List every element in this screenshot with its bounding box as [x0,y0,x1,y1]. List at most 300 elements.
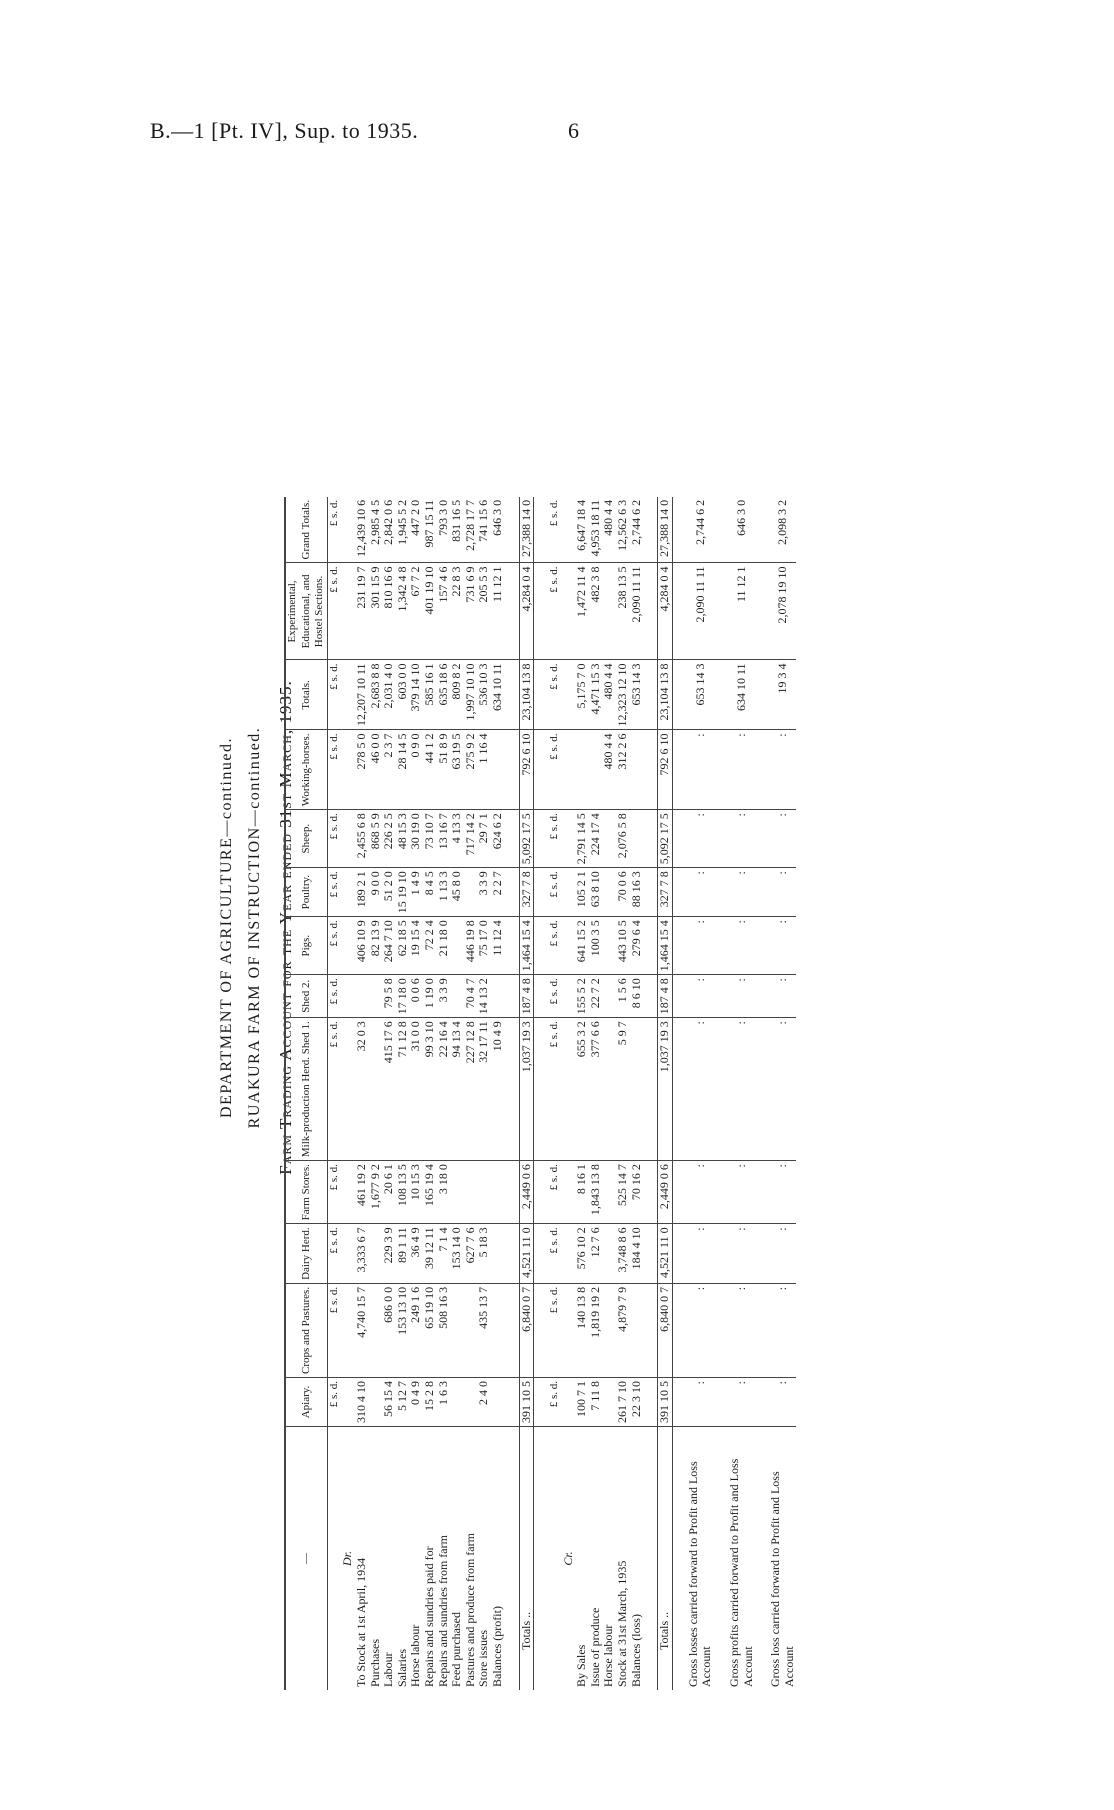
spacer [643,917,658,975]
value-cell: 105 2 1 [575,868,589,917]
value-cell: 536 10 3 [477,660,491,730]
value-cell: 70 16 2 [630,1161,644,1224]
value-cell [602,1283,616,1377]
spacer [755,975,769,1018]
value-cell [602,868,616,917]
value-cell: 2,031 4 0 [382,660,396,730]
summary-experimental: 2,078 19 10 [769,563,796,660]
units-cell: £ s. d. [548,810,562,868]
empty-cell [562,1378,576,1427]
value-cell: 4,740 15 7 [355,1283,369,1377]
row-label: Salaries [396,1427,410,1691]
total-cell: 391 10 5 [519,1378,534,1427]
total-cell: 4,284 0 4 [658,563,673,660]
value-cell: 11 12 1 [491,563,505,660]
value-cell: 2 2 7 [491,868,505,917]
spacer [534,730,549,810]
spacer [534,868,549,917]
row-label: Stock at 31st March, 1935 [616,1427,630,1691]
units-cell: £ s. d. [548,1378,562,1427]
units-cell: £ s. d. [327,1161,341,1224]
summary-totals: 653 14 3 [687,660,714,730]
table-row [450,497,464,1690]
value-cell [369,975,383,1018]
value-cell: 2,985 4 5 [369,497,383,563]
spacer [672,660,687,730]
units-label [327,1427,341,1691]
spacer [643,730,658,810]
value-cell [491,730,505,810]
column-header: Sheep. [285,810,327,868]
value-cell: 2,076 5 8 [616,810,630,868]
summary-experimental: 11 12 1 [728,563,755,660]
table-row [355,497,369,1690]
spacer [672,1283,687,1377]
total-cell: 1,037 19 3 [519,1018,534,1161]
value-cell: 8 4 5 [423,868,437,917]
value-cell: 10 4 9 [491,1018,505,1161]
spacer [643,1161,658,1224]
units-cell: £ s. d. [327,917,341,975]
empty-cell: : [728,730,755,810]
value-cell: 7 1 4 [437,1224,451,1284]
units-cell: £ s. d. [327,1018,341,1161]
value-cell [450,1161,464,1224]
value-cell: 301 15 9 [369,563,383,660]
spacer [643,868,658,917]
value-cell: 15 19 10 [396,868,410,917]
spacer [755,868,769,917]
spacer [643,1224,658,1284]
spacer [643,1018,658,1161]
empty-cell: : [769,810,796,868]
value-cell [630,730,644,810]
spacer [672,868,687,917]
value-cell: 227 12 8 [464,1018,478,1161]
row-label: To Stock at 1st April, 1934 [355,1427,369,1691]
value-cell: 94 13 4 [450,1018,464,1161]
column-header: Grand Totals. [285,497,327,563]
empty-cell: : [687,1161,714,1224]
value-cell [369,1224,383,1284]
total-cell: 27,388 14 0 [658,497,673,563]
value-cell: 446 19 8 [464,917,478,975]
spacer [755,917,769,975]
empty-cell [562,563,576,660]
total-cell: 792 6 10 [658,730,673,810]
value-cell: 13 16 7 [437,810,451,868]
empty-cell: : [687,1224,714,1284]
spacer [714,497,728,563]
value-cell: 30 19 0 [409,810,423,868]
total-cell: 27,388 14 0 [519,497,534,563]
total-cell: 2,449 0 6 [658,1161,673,1224]
table-row [575,497,589,1690]
value-cell [602,1161,616,1224]
value-cell: 2,744 6 2 [630,497,644,563]
value-cell: 29 7 1 [477,810,491,868]
total-cell: 1,464 15 4 [658,917,673,975]
value-cell: 2,090 11 11 [630,563,644,660]
value-cell: 480 4 4 [602,497,616,563]
spacer [755,1427,769,1691]
section-heading: Cr. [562,1427,576,1691]
spacer [534,975,549,1018]
value-cell: 415 17 6 [382,1018,396,1161]
value-cell: 641 15 2 [575,917,589,975]
value-cell: 22 8 3 [450,563,464,660]
spacer [672,1224,687,1284]
total-cell: 391 10 5 [658,1378,673,1427]
value-cell: 12,562 6 3 [616,497,630,563]
value-cell: 32 0 3 [355,1018,369,1161]
value-cell: 406 10 9 [355,917,369,975]
spacer [505,563,520,660]
row-label: Pastures and produce from farm [464,1427,478,1691]
spacer [534,563,549,660]
spacer [534,1018,549,1161]
table-row [423,497,437,1690]
spacer [505,1161,520,1224]
units-cell: £ s. d. [548,563,562,660]
empty-cell: : [769,1161,796,1224]
spacer [505,975,520,1018]
empty-cell: : [687,1378,714,1427]
value-cell [602,810,616,868]
value-cell: 10 15 3 [409,1161,423,1224]
table-row [437,497,451,1690]
row-label: Labour [382,1427,396,1691]
label-column-header: — [285,1427,327,1691]
value-cell: 1 6 3 [437,1378,451,1427]
empty-cell [562,660,576,730]
row-label: Balances (loss) [630,1427,644,1691]
value-cell [589,730,603,810]
section-heading-row [562,497,576,1690]
summary-grand: 646 3 0 [728,497,755,563]
value-cell: 2 4 0 [477,1378,491,1427]
spacer [714,868,728,917]
column-header: Farm Stores. [285,1161,327,1224]
spacer-row [643,497,658,1690]
units-cell: £ s. d. [548,1224,562,1284]
empty-cell [562,730,576,810]
table-row [602,497,616,1690]
value-cell: 12,207 10 11 [355,660,369,730]
value-cell [450,1378,464,1427]
value-cell: 5,175 7 0 [575,660,589,730]
value-cell: 17 18 0 [396,975,410,1018]
empty-cell: : [769,1378,796,1427]
summary-label: Gross losses carried forward to Profit and Loss Account [687,1427,714,1691]
value-cell: 100 3 5 [589,917,603,975]
table-row [369,497,383,1690]
units-cell: £ s. d. [548,1018,562,1161]
value-cell: 2,683 8 8 [369,660,383,730]
value-cell [602,1378,616,1427]
report-reference: B.—1 [Pt. IV], Sup. to 1935. [150,118,419,143]
empty-cell: : [728,1224,755,1284]
total-cell: 23,104 13 8 [658,660,673,730]
spacer [534,497,549,563]
page-header [150,118,980,158]
spacer-row [534,497,549,1690]
units-cell: £ s. d. [327,975,341,1018]
column-header: Crops and Pastures. [285,1283,327,1377]
value-cell: 157 4 6 [437,563,451,660]
units-cell: £ s. d. [327,563,341,660]
empty-cell: : [769,917,796,975]
empty-cell [562,810,576,868]
value-cell [602,563,616,660]
value-cell [491,1378,505,1427]
value-cell: 6,647 18 4 [575,497,589,563]
value-cell: 8 6 10 [630,975,644,1018]
total-cell: 1,464 15 4 [519,917,534,975]
value-cell: 379 14 10 [409,660,423,730]
spacer-row [672,497,687,1690]
column-header: Milk-production Herd. Shed 1. [285,1018,327,1161]
totals-label: Totals .. [658,1427,673,1691]
value-cell: 576 10 2 [575,1224,589,1284]
spacer [672,1378,687,1427]
row-label: Store issues [477,1427,491,1691]
spacer [505,1224,520,1284]
total-cell: 792 6 10 [519,730,534,810]
table-body [327,497,796,1690]
spacer [755,810,769,868]
total-cell: 5,092 17 5 [658,810,673,868]
spacer [714,730,728,810]
value-cell: 79 5 8 [382,975,396,1018]
spacer [505,1018,520,1161]
value-cell: 278 5 0 [355,730,369,810]
value-cell: 189 2 1 [355,868,369,917]
empty-cell [341,868,355,917]
table-header [285,497,327,1690]
total-cell: 4,284 0 4 [519,563,534,660]
value-cell: 28 14 5 [396,730,410,810]
value-cell: 12,439 10 6 [355,497,369,563]
spacer [534,1283,549,1377]
empty-cell [341,563,355,660]
summary-row [769,497,796,1690]
value-cell: 603 0 0 [396,660,410,730]
spacer [672,730,687,810]
empty-cell: : [728,868,755,917]
value-cell: 51 2 0 [382,868,396,917]
spacer [534,1378,549,1427]
value-cell: 45 8 0 [450,868,464,917]
section-heading: Dr. [341,1427,355,1691]
spacer [643,810,658,868]
empty-cell: : [687,975,714,1018]
column-header: Working-horses. [285,730,327,810]
summary-totals: 634 10 11 [728,660,755,730]
empty-cell [341,1378,355,1427]
value-cell: 653 14 3 [630,660,644,730]
value-cell: 3,748 8 6 [616,1224,630,1284]
value-cell: 646 3 0 [491,497,505,563]
value-cell: 4,471 15 3 [589,660,603,730]
value-cell: 401 19 10 [423,563,437,660]
row-label: Repairs and sundries from farm [437,1427,451,1691]
value-cell: 447 2 0 [409,497,423,563]
value-cell: 224 17 4 [589,810,603,868]
value-cell [602,1224,616,1284]
value-cell: 377 6 6 [589,1018,603,1161]
spacer [672,563,687,660]
totals-row [658,497,673,1690]
spacer [534,810,549,868]
farm-title: RUAKURA FARM OF INSTRUCTION—continued. [246,726,263,1129]
titles-block [160,165,296,1690]
column-header: Totals. [285,660,327,730]
value-cell: 1,819 19 2 [589,1283,603,1377]
value-cell [369,1378,383,1427]
value-cell: 165 19 4 [423,1161,437,1224]
empty-cell [562,1224,576,1284]
summary-grand: 2,098 3 2 [769,497,796,563]
row-label: Feed purchased [450,1427,464,1691]
spacer [672,497,687,563]
value-cell: 4,879 7 9 [616,1283,630,1377]
value-cell [630,810,644,868]
spacer [505,1283,520,1377]
summary-experimental: 2,090 11 11 [687,563,714,660]
total-cell: 23,104 13 8 [519,660,534,730]
value-cell: 435 13 7 [477,1283,491,1377]
value-cell: 20 6 1 [382,1161,396,1224]
spacer [505,497,520,563]
empty-cell: : [728,1283,755,1377]
value-cell: 140 13 8 [575,1283,589,1377]
total-cell: 327 7 8 [519,868,534,917]
total-cell: 6,840 0 7 [658,1283,673,1377]
value-cell: 22 16 4 [437,1018,451,1161]
empty-cell [562,1161,576,1224]
value-cell: 987 15 11 [423,497,437,563]
spacer [672,810,687,868]
value-cell: 44 1 2 [423,730,437,810]
value-cell [450,917,464,975]
units-cell: £ s. d. [548,1161,562,1224]
value-cell: 155 5 2 [575,975,589,1018]
empty-cell: : [769,1224,796,1284]
empty-cell: : [728,1018,755,1161]
value-cell: 1 16 4 [477,730,491,810]
total-cell: 187 4 8 [519,975,534,1018]
spacer [534,1427,549,1691]
value-cell: 731 6 9 [464,563,478,660]
value-cell: 100 7 1 [575,1378,589,1427]
spacer [714,1224,728,1284]
value-cell: 312 2 6 [616,730,630,810]
value-cell: 7 11 8 [589,1378,603,1427]
value-cell: 717 14 2 [464,810,478,868]
value-cell: 655 3 2 [575,1018,589,1161]
spacer [505,810,520,868]
value-cell [602,975,616,1018]
page-number: 6 [568,118,579,143]
spacer [672,975,687,1018]
value-cell: 4 13 3 [450,810,464,868]
row-label: By Sales [575,1427,589,1691]
spacer [755,1283,769,1377]
empty-cell: : [728,810,755,868]
value-cell: 88 16 3 [630,868,644,917]
value-cell: 226 2 5 [382,810,396,868]
value-cell: 229 3 9 [382,1224,396,1284]
value-cell: 75 17 0 [477,917,491,975]
units-cell: £ s. d. [327,1378,341,1427]
column-header: Poultry. [285,868,327,917]
column-header: Apiary. [285,1378,327,1427]
value-cell [630,1283,644,1377]
value-cell: 3 3 9 [477,868,491,917]
spacer [714,975,728,1018]
value-cell: 99 3 10 [423,1018,437,1161]
value-cell: 62 18 5 [396,917,410,975]
value-cell: 5 18 3 [477,1224,491,1284]
empty-cell [341,975,355,1018]
value-cell: 1 19 0 [423,975,437,1018]
value-cell: 1,997 10 10 [464,660,478,730]
value-cell: 482 3 8 [589,563,603,660]
spacer [643,660,658,730]
spacer [755,563,769,660]
spacer [505,868,520,917]
value-cell [491,975,505,1018]
units-row [327,497,341,1690]
value-cell: 585 16 1 [423,660,437,730]
value-cell: 525 14 7 [616,1161,630,1224]
empty-cell [341,1224,355,1284]
empty-cell: : [687,868,714,917]
units-cell: £ s. d. [548,660,562,730]
empty-cell [562,975,576,1018]
value-cell: 21 18 0 [437,917,451,975]
value-cell [464,1378,478,1427]
total-cell: 327 7 8 [658,868,673,917]
value-cell: 56 15 4 [382,1378,396,1427]
table-row [630,497,644,1690]
empty-cell: : [728,917,755,975]
value-cell: 82 13 9 [369,917,383,975]
value-cell [369,1018,383,1161]
units-label [548,1427,562,1691]
value-cell: 2 3 7 [382,730,396,810]
value-cell: 31 0 0 [409,1018,423,1161]
value-cell: 3 18 0 [437,1161,451,1224]
value-cell: 793 3 0 [437,497,451,563]
summary-label: Gross profits carried forward to Profit and Loss Account [728,1427,755,1691]
empty-cell: : [687,917,714,975]
spacer [534,1161,549,1224]
table-row [409,497,423,1690]
spacer [643,497,658,563]
units-cell: £ s. d. [548,917,562,975]
value-cell [575,730,589,810]
units-cell: £ s. d. [327,660,341,730]
value-cell: 205 5 3 [477,563,491,660]
column-header: Shed 2. [285,975,327,1018]
value-cell: 310 4 10 [355,1378,369,1427]
value-cell: 8 16 1 [575,1161,589,1224]
value-cell: 0 0 6 [409,975,423,1018]
empty-cell [562,1018,576,1161]
row-label: Horse labour [602,1427,616,1691]
